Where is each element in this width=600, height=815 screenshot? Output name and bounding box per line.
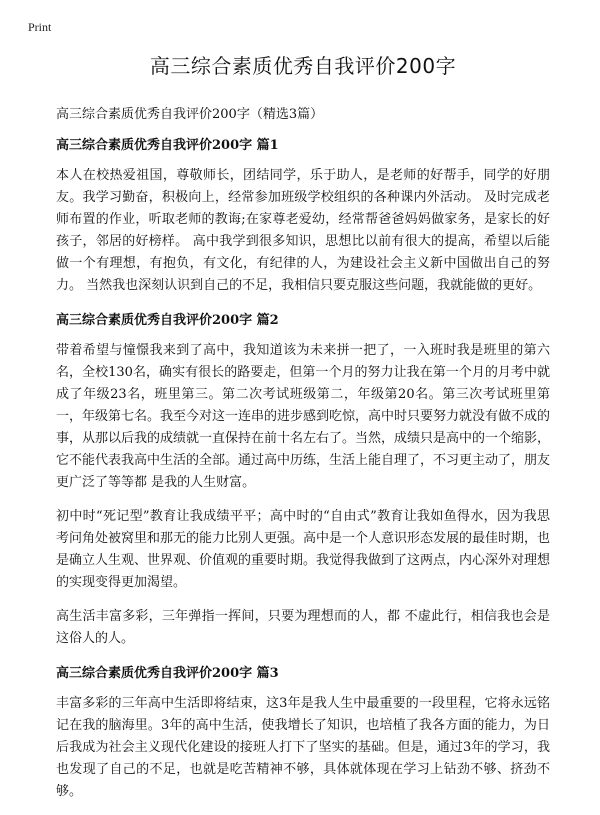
print-link[interactable]: Print: [28, 20, 52, 34]
document-subtitle: 高三综合素质优秀自我评价200字（精选3篇）: [56, 107, 324, 122]
section-2-paragraph-3: 高生活丰富多彩，三年弹指一挥间，只要为理想而的人，都 不虚此行，相信我也会是这俗人的人。: [56, 609, 550, 646]
section-2-heading: 高三综合素质优秀自我评价200字 篇2: [56, 313, 279, 328]
section-3-paragraph-1: 丰富多彩的三年高中生活即将结束，这3年是我人生中最重要的一段里程，它将永远铭记在我的脑海里。3年的高中生活，使我增长了知识，也培植了我各方面的能力，为日后我成为社会主义现代化建设的接班人打下了坚实的基础。但是，通过3年的学习，我也发现了自己的不足，也就是吃苦精神不够，具体就体现在学习上钻劲不够、挤劲不够。: [56, 696, 550, 799]
document-page: [56, 50, 550, 815]
section-2-paragraph-2: 初中时“死记型”教育让我成绩平平；高中时的“自由式”教育让我如鱼得水，因为我思考问角处被窝里和那无的能力比别人更强。高中是一个人意识形态发展的最佳时期，也是确立人生观、世界观、价值观的重要时期。我觉得我做到了这两点，内心深外对理想的实现变得更加渴望。: [56, 509, 551, 590]
section-2-paragraph-1: 带着希望与憧憬我来到了高中，我知道该为未来拼一把了，一入班时我是班里的第六名，全校130名，确实有很长的路要走，但第一个月的努力让我在第一个月的月考中就成了年级23名，班里第三。第二次考试班级第二，年级第20名。第三次考试班里第一，年级第七名。我至今对这一连串的进步感到吃惊，高中时只要努力就没有做不成的事，从那以后我的成绩就一直保持在前十名左右了。当然，成绩只是高中的一个缩影，它不能代表我高中生活的全部。通过高中历练，生活上能自理了，不习更主动了，朋友更广泛了等等都 是我的人生财富。: [56, 343, 551, 490]
section-3-heading: 高三综合素质优秀自我评价200字 篇3: [56, 666, 279, 681]
document-title: 高三综合素质优秀自我评价200字: [149, 54, 457, 78]
section-1-paragraph-1: 本人在校热爱祖国，尊敬师长，团结同学，乐于助人，是老师的好帮手，同学的好朋友。我学习勤奋，积极向上，经常参加班级学校组织的各种课内外活动。 及时完成老师布置的作业，听取老师的教诲;在家尊老爱幼，经常帮爸爸妈妈做家务，是家长的好孩子，邻居的好榜样。 高中我学到很多知识，思想比以前有很大的提高，希望以后能做一个有理想，有抱负，有文化，有纪律的人，为建设社会主义新中国做出自己的努力。 当然我也深刻认识到自己的不足，我相信只要克服这些问题，我就能做的更好。: [56, 168, 550, 293]
section-1-heading: 高三综合素质优秀自我评价200字 篇1: [56, 138, 279, 153]
